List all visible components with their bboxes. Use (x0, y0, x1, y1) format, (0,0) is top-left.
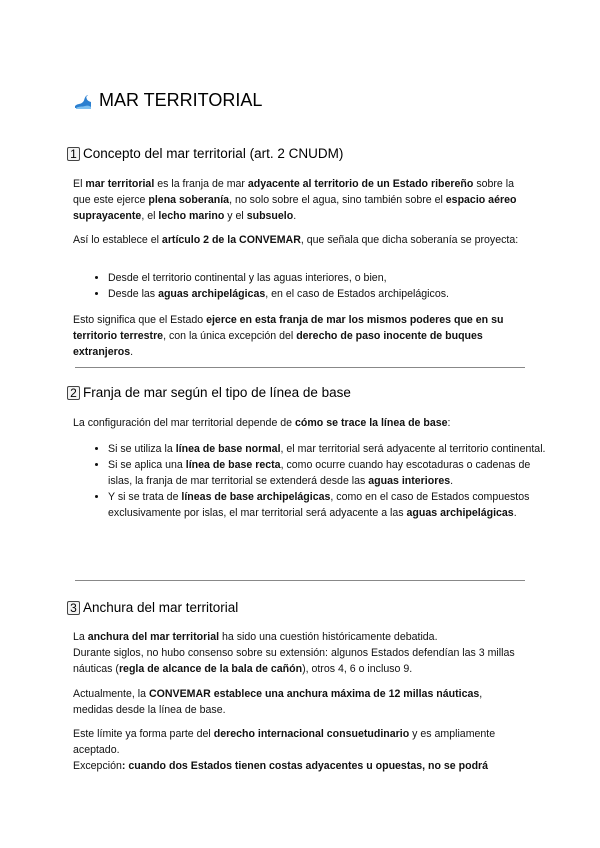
text-run: , el mar territorial será adyacente al territorio continental. (280, 443, 546, 455)
number-3-icon: 3 (67, 601, 80, 615)
text-run: , en el caso de Estados archipelágicos. (265, 288, 449, 300)
s1-paragraph-2 (73, 232, 525, 248)
text-run: Excepción (73, 760, 122, 772)
bold-text: anchura del mar territorial (87, 631, 220, 643)
text-run: Así lo establece el (73, 234, 162, 246)
s1-paragraph-1 (73, 176, 525, 224)
text-run: : (447, 417, 451, 429)
text-run: ha sido una cuestión históricamente debatida. (219, 631, 438, 643)
text-run: La (73, 631, 88, 643)
section-1-title: Concepto del mar territorial (art. 2 CNUDM) (83, 146, 344, 161)
text-run: , medidas desde la línea de base. (73, 688, 483, 716)
bold-text: cómo se trace la línea de base (295, 417, 448, 429)
text-run: sobre la que este ejerce (73, 178, 515, 206)
text-run: Actualmente, la (73, 688, 149, 700)
text-run: Este límite ya forma parte del (73, 728, 214, 740)
text-run: ), otros 4, 6 o incluso 9. (302, 663, 413, 675)
bold-text: CONVEMAR establece una anchura máxima de 12 millas náuticas (148, 688, 480, 700)
bold-text: línea de base recta (185, 459, 281, 471)
number-1-icon: 1 (67, 147, 80, 161)
bold-text: espacio aéreo suprayacente (73, 194, 517, 222)
text-run: , con la única excepción del (163, 330, 297, 342)
text-run: Esto significa que el Estado (73, 314, 207, 326)
section-3-heading (67, 600, 238, 615)
bold-text: línea de base normal (175, 443, 281, 455)
text-run: Si se utiliza la (108, 443, 176, 455)
bold-text: derecho de paso inocente de buques extranjeros (73, 330, 483, 358)
divider (75, 580, 525, 581)
s3-paragraph-1 (73, 629, 525, 645)
list-item (108, 441, 548, 457)
bold-text: aguas archipelágicas (406, 507, 514, 519)
list-item (108, 270, 548, 286)
bold-text: mar territorial (85, 178, 155, 190)
bold-text: plena soberanía (148, 194, 230, 206)
text-run: y el (224, 210, 247, 222)
text-run: . (450, 475, 454, 487)
divider (75, 367, 525, 368)
section-3-title: Anchura del mar territorial (83, 600, 239, 615)
section-1-heading (67, 146, 343, 161)
title-text: MAR TERRITORIAL (99, 90, 263, 110)
number-2-icon: 2 (67, 386, 80, 400)
text-run: Desde las (108, 288, 159, 300)
page-title (73, 90, 262, 111)
bold-text: líneas de base archipelágicas (181, 491, 331, 503)
text-run: , como en el caso de Estados compuestos exclusivamente por islas, el mar territorial será adyacente a las (108, 491, 530, 519)
text-run: , que señala que dicha soberanía se proyecta: (300, 234, 519, 246)
list-item (108, 286, 548, 302)
text-run: es la franja de mar (154, 178, 248, 190)
bold-text: : cuando dos Estados tienen costas adyacentes u opuestas, no se podrá (121, 760, 489, 772)
bold-text: adyacente al territorio de un Estado ribereño (247, 178, 474, 190)
text-run: . (130, 346, 134, 358)
wave-icon (73, 91, 93, 111)
section-2-title: Franja de mar según el tipo de línea de base (83, 385, 351, 400)
text-run: y es ampliamente aceptado. (73, 728, 496, 756)
text-run: . (293, 210, 297, 222)
text-run: La configuración del mar territorial depende de (73, 417, 296, 429)
text-run: Durante siglos, no hubo consenso sobre su extensión: algunos Estados defendían las 3 millas náuticas ( (73, 647, 515, 675)
bold-text: aguas archipelágicas (158, 288, 266, 300)
text-run: Y si se trata de (108, 491, 182, 503)
bold-text: aguas interiores (368, 475, 451, 487)
text-run: , como ocurre cuando hay escotaduras o cadenas de islas, la franja de mar territorial se extenderá desde las (108, 459, 531, 487)
s3-paragraph-3 (73, 726, 525, 758)
s1-bullet-list (73, 270, 548, 302)
text-run: , el (141, 210, 159, 222)
text-run: , no solo sobre el agua, sino también sobre el (229, 194, 446, 206)
bold-text: regla de alcance de la bala de cañón (118, 663, 303, 675)
list-item (108, 457, 548, 489)
text-run: El (73, 178, 86, 190)
section-2-heading (67, 385, 351, 400)
list-item (108, 489, 548, 521)
text-run: . (513, 507, 517, 519)
bold-text: lecho marino (158, 210, 225, 222)
text-run: Desde el territorio continental y las aguas interiores, o bien, (108, 272, 387, 284)
s2-bullet-list (73, 441, 548, 521)
s3-paragraph-1b (73, 645, 525, 677)
s1-paragraph-3 (73, 312, 525, 360)
bold-text: artículo 2 de la CONVEMAR (161, 234, 301, 246)
text-run: Si se aplica una (108, 459, 186, 471)
bold-text: derecho internacional consuetudinario (213, 728, 410, 740)
bold-text: ejerce en esta franja de mar los mismos poderes que en su territorio terrestre (73, 314, 504, 342)
s2-paragraph-1 (73, 415, 525, 431)
s3-paragraph-3b (73, 758, 525, 774)
bold-text: subsuelo (246, 210, 294, 222)
s3-paragraph-2 (73, 686, 525, 718)
